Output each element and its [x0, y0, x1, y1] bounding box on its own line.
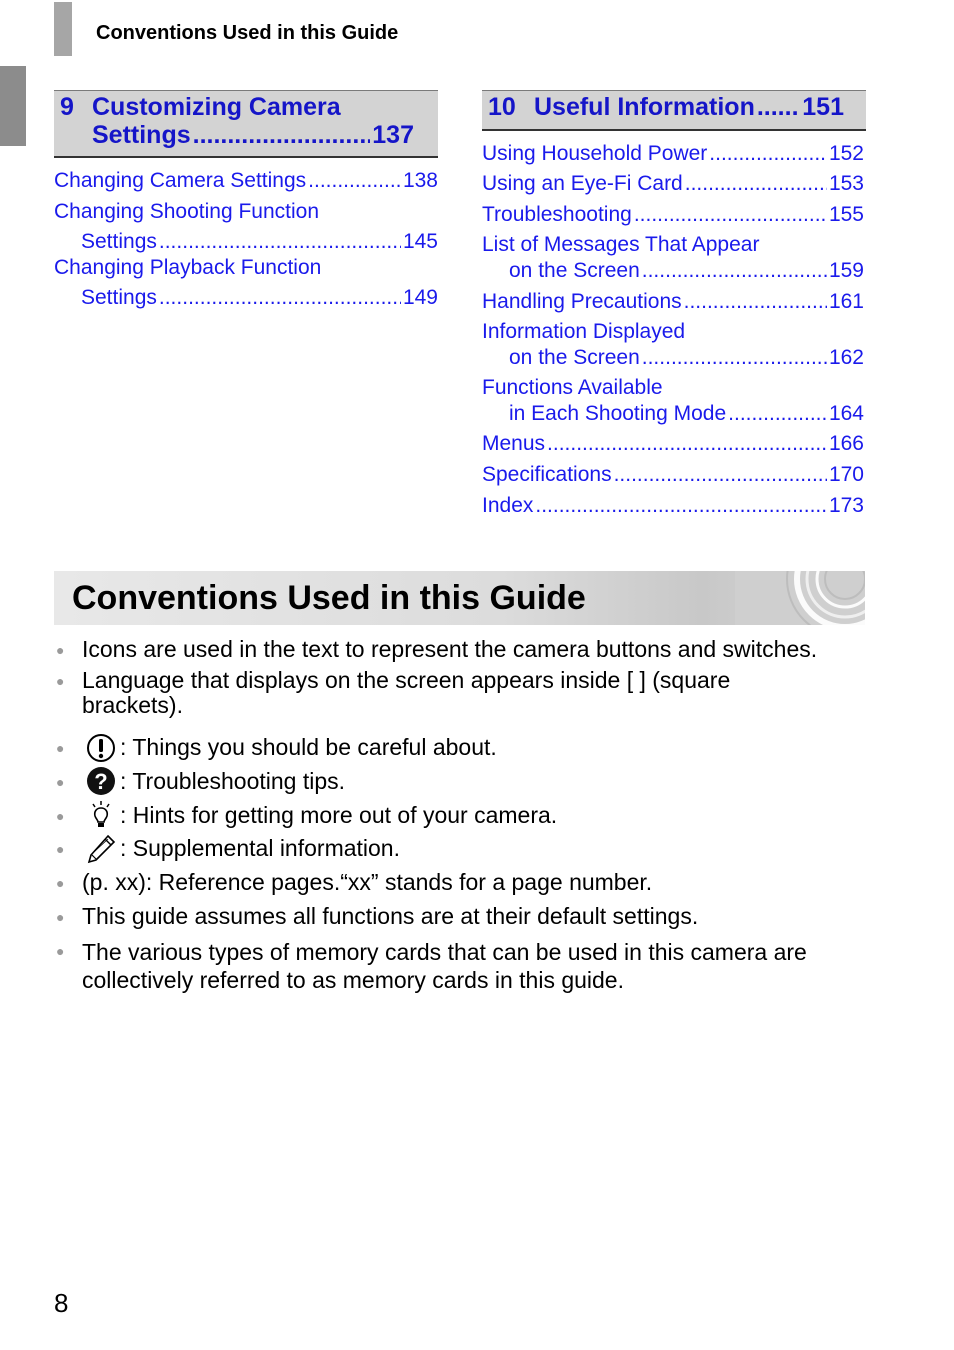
page-number: 8 [54, 1288, 69, 1318]
toc-entry-page: 161 [828, 290, 864, 313]
toc-entry-page: 170 [828, 463, 864, 486]
toc-leader [193, 121, 371, 149]
toc-entry-title-cont: Settings [81, 230, 157, 253]
toc-section-number: 9 [60, 93, 74, 121]
toc-entry-page: 159 [828, 259, 864, 282]
icon-item-text: : Supplemental information. [120, 835, 400, 861]
toc-entry-title: Using Household Power [482, 142, 708, 165]
chapter-side-tab [0, 66, 26, 146]
toc-entry[interactable] [482, 202, 864, 228]
running-header-title: Conventions Used in this Guide [96, 22, 399, 44]
toc-entry[interactable] [482, 462, 864, 488]
toc-leader [308, 168, 401, 194]
toc-entry-title: Using an Eye-Fi Card [482, 172, 683, 195]
icon-item-text: : Troubleshooting tips. [120, 768, 346, 794]
toc-entry-title: Changing Playback Function [54, 256, 322, 279]
toc-entry-page: 166 [828, 432, 864, 455]
toc-entry[interactable] [482, 319, 864, 371]
toc-leader [642, 345, 827, 371]
toc-entry-title: Menus [482, 432, 546, 455]
toc-entry[interactable] [482, 141, 864, 167]
icon-item-text: : Hints for getting more out of your camera. [120, 802, 558, 828]
toc-section-10-header [482, 90, 866, 131]
toc-entry-title-cont: on the Screen [509, 259, 640, 282]
toc-section-9-header [54, 90, 438, 158]
toc-entry-title: Information Displayed [482, 320, 686, 343]
toc-leader [684, 289, 827, 315]
pencil-icon [86, 834, 116, 864]
toc-entry-page: 145 [402, 230, 438, 253]
toc-entry-title: Changing Shooting Function [54, 200, 320, 223]
hint-lightbulb-icon [86, 800, 116, 830]
toc-leader [642, 258, 827, 284]
toc-entry[interactable] [482, 493, 864, 519]
toc-leader [159, 285, 401, 311]
toc-section-number: 10 [488, 93, 516, 121]
toc-entry-title: Index [482, 494, 534, 517]
toc-entry-page: 152 [828, 142, 864, 165]
toc-entry-title: Handling Precautions [482, 290, 682, 313]
bullet-marker: ● [56, 943, 65, 959]
toc-entry[interactable] [482, 232, 864, 284]
toc-entry-page: 153 [828, 172, 864, 195]
bullet-marker: ● [56, 841, 65, 857]
toc-entry-page: 149 [402, 286, 438, 309]
banner-decoration-icon [735, 571, 865, 625]
toc-entry-page: 164 [828, 402, 864, 425]
toc-entry-page: 138 [402, 169, 438, 192]
toc-section-title: Useful Information [534, 93, 755, 121]
toc-entry[interactable] [54, 255, 438, 311]
bullet-text: This guide assumes all functions are at their default settings. [82, 903, 699, 929]
toc-entry-title-cont: on the Screen [509, 346, 640, 369]
toc-section-title-line1: Customizing Camera [92, 93, 341, 121]
toc-leader [757, 93, 800, 121]
toc-entry-page: 162 [828, 346, 864, 369]
header-bar [54, 2, 72, 56]
section-title: Conventions Used in this Guide [72, 579, 586, 617]
bullet-text: Language that displays on the screen appears inside [ ] (square brackets). [82, 667, 731, 718]
toc-section-title-line2: Settings [92, 121, 191, 149]
toc-entry[interactable] [482, 171, 864, 197]
toc-entry[interactable] [482, 375, 864, 427]
toc-entry[interactable] [482, 289, 864, 315]
bullet-text: Icons are used in the text to represent the camera buttons and switches. [82, 636, 818, 662]
toc-entry-title: Troubleshooting [482, 203, 632, 226]
toc-leader [709, 141, 827, 167]
toc-entry-title-cont: in Each Shooting Mode [509, 402, 727, 425]
toc-entry[interactable] [482, 431, 864, 457]
toc-entry-title: List of Messages That Appear [482, 233, 760, 256]
bullet-marker: ● [56, 875, 65, 891]
icon-item-text: : Things you should be careful about. [120, 734, 497, 760]
bullet-marker: ● [56, 909, 65, 925]
bullet-marker: ● [56, 740, 65, 756]
bullet-text: (p. xx): Reference pages.“xx” stands for a page number. [82, 869, 653, 895]
toc-leader [159, 229, 401, 255]
toc-section-page: 137 [372, 121, 414, 149]
bullet-marker: ● [56, 774, 65, 790]
toc-leader [547, 431, 827, 457]
bullet-text: The various types of memory cards that can be used in this camera are collectively referred to as memory cards in this guide. [82, 939, 807, 993]
toc-leader [614, 462, 827, 488]
toc-entry-title: Changing Camera Settings [54, 169, 307, 192]
toc-entry-page: 173 [828, 494, 864, 517]
svg-text:?: ? [94, 769, 108, 794]
toc-leader [634, 202, 827, 228]
bullet-marker: ● [56, 808, 65, 824]
toc-section-page: 151 [802, 93, 844, 121]
bullet-marker: ● [56, 673, 65, 689]
toc-entry-title: Functions Available [482, 376, 663, 399]
toc-leader [728, 401, 827, 427]
toc-entry-title: Specifications [482, 463, 612, 486]
toc-leader [685, 171, 827, 197]
toc-entry[interactable] [54, 199, 438, 255]
caution-icon [86, 733, 116, 763]
toc-leader [535, 493, 827, 519]
bullet-marker: ● [56, 642, 65, 658]
toc-entry-title-cont: Settings [81, 286, 157, 309]
section-banner [54, 571, 865, 625]
toc-entry[interactable] [54, 168, 438, 194]
troubleshooting-icon [86, 766, 116, 796]
toc-entry-page: 155 [828, 203, 864, 226]
